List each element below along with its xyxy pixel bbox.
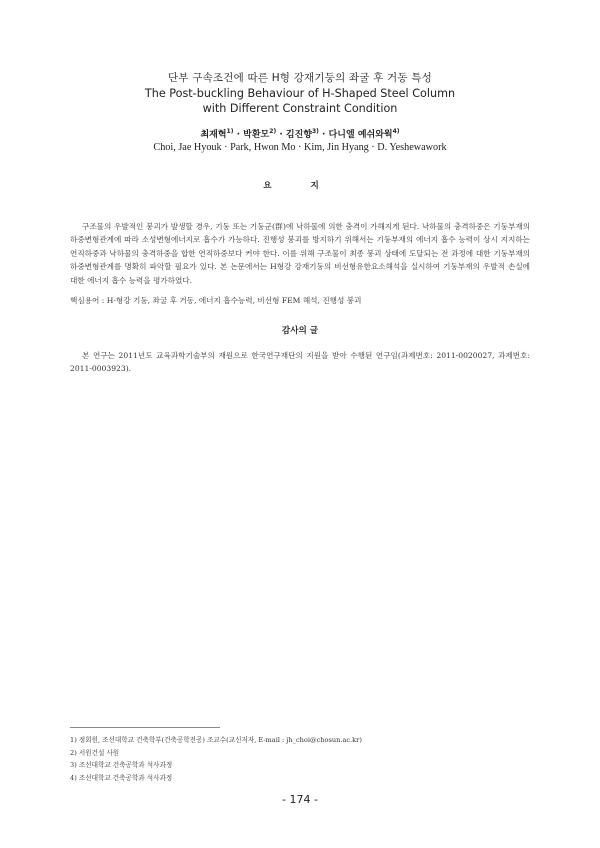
author-mark: 3): [311, 128, 319, 135]
page-number: - 174 -: [282, 793, 318, 806]
authors-korean: [40, 127, 560, 140]
acknowledgement-heading: 감사의 글: [281, 326, 319, 336]
title-english-line1: The Post-buckling Behaviour of H-Shaped Steel Column: [144, 87, 456, 100]
author-mark: 2): [269, 128, 277, 135]
footnote: 3) 조선대학교 건축공학과 석사과정: [70, 761, 173, 770]
footnote: 1) 정회원, 조선대학교 건축학부(건축공학전공) 조교수(교신저자, E-mail : jh_choi@chosun.ac.kr): [70, 736, 362, 744]
authors-english: Choi, Jae Hyouk · Park, Hwon Mo · Kim, Jin Hyang · D. Yeshewawork: [153, 142, 447, 153]
footnotes: [70, 734, 530, 784]
acknowledgement-body: 본 연구는 2011년도 교육과학기술부의 재원으로 한국연구재단의 지원을 받아 수행된 연구임(과제번호: 2011-0020027, 과제번호: 2011-0003923).: [70, 351, 530, 374]
title-english-line2: with Different Constraint Condition: [202, 102, 398, 115]
abstract-body: 구조물의 우발적인 붕괴가 발생할 경우, 기둥 또는 기둥군(群)에 낙하물에 의한 충격이 가해지게 된다. 낙하물의 충격하중은 기둥부재의 하중변형관계에 따라 소성변형에너지로 흡수가 가능하다. 진행성 붕괴를 방지하기 위해서는 기둥부재의 에너지 흡수 능력이 상시 지지하는 연직하중과 낙하물의 충격하중을 합한 연직하중보다 커야 한다. 이를 위해 구조물이 최종 붕괴 상태에 도달되는 전 과정에 대한 기둥부재의 하중변형관계를 명확히 파악할 필요가 있다. 본 논문에서는 H형강 강재기둥의 비선형유한요소해석을 실시하여 기둥부재의 우발적 손실에 대한 에너지 흡수 능력을 평가하였다.: [70, 222, 531, 285]
title-korean: 단부 구속조건에 따른 H형 강재기둥의 좌굴 후 거동 특성: [168, 72, 432, 84]
author-mark: 4): [392, 128, 400, 135]
author-separator: ·: [322, 130, 326, 140]
title-english: [40, 86, 560, 116]
abstract-heading: 요 지: [263, 181, 337, 191]
footnote: 2) 서원건설 사원: [70, 748, 120, 757]
footnote: 4) 조선대학교 건축공학과 석사과정: [70, 773, 173, 782]
author-mark: 1): [226, 128, 234, 135]
author-separator: ·: [236, 130, 241, 140]
author-separator: ·: [279, 130, 283, 140]
author-name: 다니엘 예쉬와웍: [328, 130, 393, 140]
author-name: 박환모: [243, 130, 270, 140]
footnote-divider: [70, 727, 220, 728]
author-name: 김진향: [285, 130, 312, 140]
keywords: 핵심용어 : H-형강 기둥, 좌굴 후 거동, 에너지 흡수능력, 비선형 FEM 해석, 진행성 붕괴: [70, 296, 362, 305]
author-name: 최재혁: [200, 130, 227, 140]
